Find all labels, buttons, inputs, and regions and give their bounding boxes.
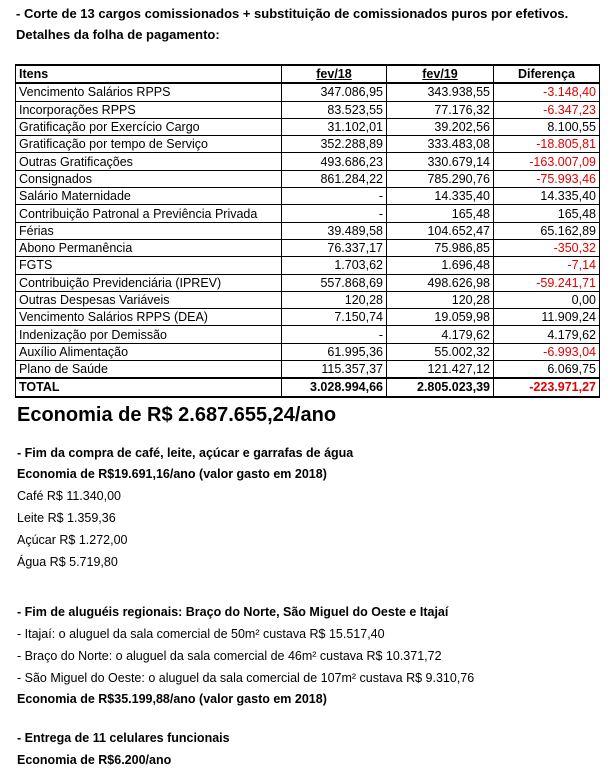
row-fev18-cell: 352.288,89: [282, 136, 387, 153]
row-diferenca-cell: 65.162,89: [494, 222, 600, 239]
row-fev18-cell: -: [282, 326, 387, 343]
table-row: [16, 326, 600, 343]
row-fev18-cell: 115.357,37: [282, 361, 387, 379]
row-item-cell: Consignados: [16, 170, 282, 187]
row-diferenca-cell: -7,14: [494, 257, 600, 274]
row-fev18-cell: 39.489,58: [282, 222, 387, 239]
table-row: [16, 222, 600, 239]
row-item-cell: Contribuição Previdenciária (IPREV): [16, 274, 282, 291]
table-row: [16, 343, 600, 360]
row-fev19-cell: 120,28: [387, 291, 494, 308]
row-item-cell: Outras Gratificações: [16, 153, 282, 170]
row-fev18-cell: 1.703,62: [282, 257, 387, 274]
table-row: [16, 83, 600, 101]
row-fev19-cell: 498.626,98: [387, 274, 494, 291]
row-fev18-cell: 557.868,69: [282, 274, 387, 291]
row-fev18-cell: 76.337,17: [282, 239, 387, 256]
row-fev19-cell: 785.290,76: [387, 170, 494, 187]
total-fev19: 2.805.023,39: [387, 378, 494, 396]
rent-item: - São Miguel do Oeste: o aluguel da sala comercial de 107m² custava R$ 9.310,76: [17, 671, 475, 685]
intro-line-1: - Corte de 13 cargos comissionados + substituição de comissionados puros por efetivos.: [16, 6, 569, 21]
row-diferenca-cell: 14.335,40: [494, 188, 600, 205]
row-fev19-cell: 165,48: [387, 205, 494, 222]
table-row: [16, 291, 600, 308]
row-diferenca-cell: 11.909,24: [494, 309, 600, 326]
total-label: TOTAL: [16, 378, 282, 396]
total-diferenca: -223.971,27: [494, 378, 600, 396]
table-row: [16, 188, 600, 205]
coffee-item: Água R$ 5.719,80: [17, 555, 118, 569]
row-fev18-cell: 347.086,95: [282, 83, 387, 101]
intro-line-2: Detalhes da folha de pagamento:: [16, 27, 220, 42]
row-item-cell: Vencimento Salários RPPS (DEA): [16, 309, 282, 326]
row-fev19-cell: 39.202,56: [387, 118, 494, 135]
table-row: [16, 153, 600, 170]
rent-savings: Economia de R$35.199,88/ano (valor gasto em 2018): [17, 692, 327, 706]
table-row: [16, 239, 600, 256]
table-row: [16, 170, 600, 187]
row-fev19-cell: 333.483,08: [387, 136, 494, 153]
row-diferenca-cell: 165,48: [494, 205, 600, 222]
row-fev19-cell: 343.938,55: [387, 83, 494, 101]
row-diferenca-cell: -163.007,09: [494, 153, 600, 170]
row-item-cell: Vencimento Salários RPPS: [16, 83, 282, 101]
table-row: [16, 118, 600, 135]
table-row: [16, 136, 600, 153]
row-item-cell: Gratificação por Exercício Cargo: [16, 118, 282, 135]
row-item-cell: Gratificação por tempo de Serviço: [16, 136, 282, 153]
row-fev18-cell: 61.995,36: [282, 343, 387, 360]
header-fev18: fev/18: [282, 65, 387, 83]
economy-total: Economia de R$ 2.687.655,24/ano: [17, 404, 337, 426]
table-row: [16, 361, 600, 379]
row-diferenca-cell: -75.993,46: [494, 170, 600, 187]
rent-title: - Fim de aluguéis regionais: Braço do Norte, São Miguel do Oeste e Itajaí: [17, 605, 449, 619]
row-fev19-cell: 330.679,14: [387, 153, 494, 170]
row-diferenca-cell: -6.347,23: [494, 101, 600, 118]
row-item-cell: Abono Permanência: [16, 239, 282, 256]
total-fev18: 3.028.994,66: [282, 378, 387, 396]
coffee-item: Café R$ 11.340,00: [17, 489, 122, 503]
header-diferenca: Diferença: [494, 65, 600, 83]
coffee-item: Açúcar R$ 1.272,00: [17, 533, 128, 547]
table-header-row: [16, 65, 600, 83]
table-row: [16, 274, 600, 291]
row-item-cell: Salário Maternidade: [16, 188, 282, 205]
row-diferenca-cell: 6.069,75: [494, 361, 600, 379]
row-item-cell: Plano de Saúde: [16, 361, 282, 379]
row-fev19-cell: 55.002,32: [387, 343, 494, 360]
row-diferenca-cell: 8.100,55: [494, 118, 600, 135]
row-fev18-cell: -: [282, 188, 387, 205]
row-fev18-cell: 861.284,22: [282, 170, 387, 187]
row-fev19-cell: 104.652,47: [387, 222, 494, 239]
row-diferenca-cell: -3.148,40: [494, 83, 600, 101]
row-diferenca-cell: 0,00: [494, 291, 600, 308]
row-diferenca-cell: -18.805,81: [494, 136, 600, 153]
table-row: [16, 257, 600, 274]
row-diferenca-cell: 4.179,62: [494, 326, 600, 343]
row-fev18-cell: 120,28: [282, 291, 387, 308]
row-fev19-cell: 1.696,48: [387, 257, 494, 274]
payroll-table: [15, 64, 600, 398]
row-fev19-cell: 77.176,32: [387, 101, 494, 118]
row-fev19-cell: 75.986,85: [387, 239, 494, 256]
rent-item: - Itajaí: o aluguel da sala comercial de 50m² custava R$ 15.517,40: [17, 627, 385, 641]
row-fev19-cell: 121.427,12: [387, 361, 494, 379]
row-fev18-cell: 493.686,23: [282, 153, 387, 170]
rent-item: - Braço do Norte: o aluguel da sala comercial de 46m² custava R$ 10.371,72: [17, 649, 442, 663]
row-item-cell: Contribuição Patronal a Previência Privada: [16, 205, 282, 222]
row-item-cell: Indenização por Demissão: [16, 326, 282, 343]
row-fev19-cell: 4.179,62: [387, 326, 494, 343]
row-fev19-cell: 14.335,40: [387, 188, 494, 205]
row-diferenca-cell: -6.993,04: [494, 343, 600, 360]
row-item-cell: Auxílio Alimentação: [16, 343, 282, 360]
table-total-row: [16, 378, 600, 396]
header-itens: Itens: [16, 65, 282, 83]
coffee-savings: Economia de R$19.691,16/ano (valor gasto em 2018): [17, 467, 327, 481]
row-diferenca-cell: -350,32: [494, 239, 600, 256]
row-fev18-cell: 31.102,01: [282, 118, 387, 135]
row-fev18-cell: 7.150,74: [282, 309, 387, 326]
table-row: [16, 309, 600, 326]
coffee-item: Leite R$ 1.359,36: [17, 511, 116, 525]
table-row: [16, 205, 600, 222]
phones-savings: Economia de R$6.200/ano: [17, 753, 172, 767]
phones-title: - Entrega de 11 celulares funcionais: [17, 731, 230, 745]
row-fev19-cell: 19.059,98: [387, 309, 494, 326]
row-item-cell: Férias: [16, 222, 282, 239]
row-item-cell: FGTS: [16, 257, 282, 274]
row-fev18-cell: 83.523,55: [282, 101, 387, 118]
row-item-cell: Incorporações RPPS: [16, 101, 282, 118]
row-fev18-cell: -: [282, 205, 387, 222]
header-fev19: fev/19: [387, 65, 494, 83]
coffee-title: - Fim da compra de café, leite, açúcar e garrafas de água: [17, 446, 354, 460]
row-diferenca-cell: -59.241,71: [494, 274, 600, 291]
row-item-cell: Outras Despesas Variáveis: [16, 291, 282, 308]
table-row: [16, 101, 600, 118]
